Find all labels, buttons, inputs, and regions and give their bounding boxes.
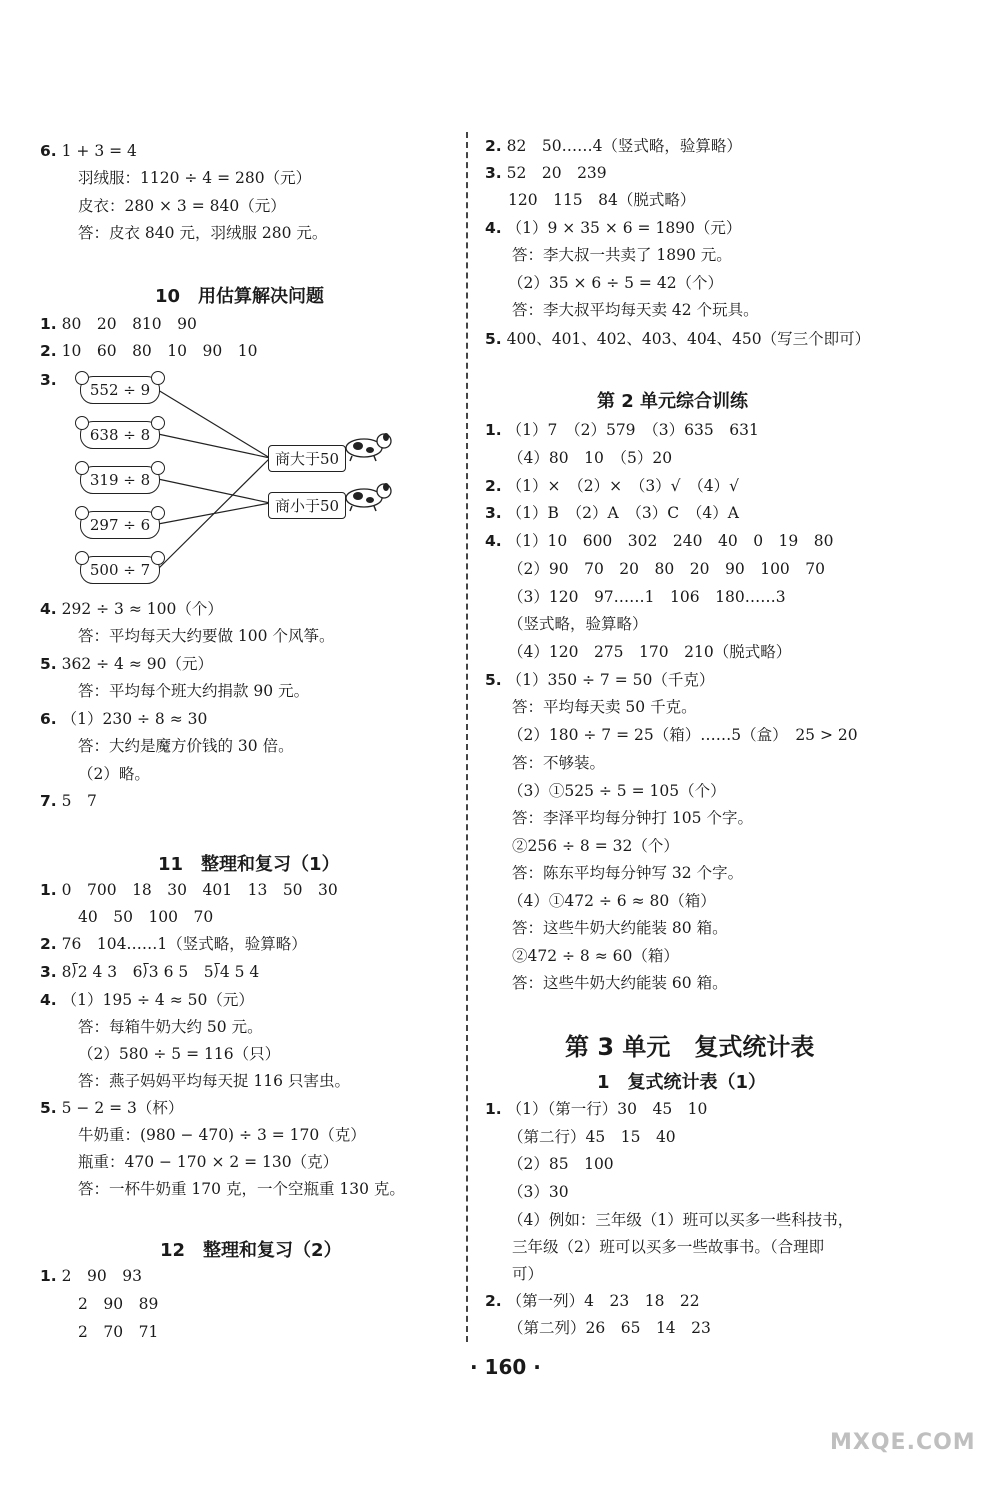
u3-q1-line3: （2）85 100 (508, 1155, 614, 1173)
u2-q5-line10: 答：这些牛奶大约能装 80 箱。 (512, 919, 728, 937)
u2-q1-line2: （4）80 10 （5）20 (508, 449, 673, 467)
u3-q2-line1: 2. （第一列）4 23 18 22 (485, 1292, 700, 1310)
u2-q5-line7: ②256 ÷ 8 = 32（个） (512, 837, 679, 855)
q6-line1: 6. 1 + 3 = 4 (40, 142, 137, 160)
r-q2: 2. 82 50……4（竖式略，验算略） (485, 137, 742, 155)
u2-q4-line3: （3）120 97……1 106 180……3 (508, 588, 786, 606)
section-12-title: 12 整理和复习（2） (160, 1240, 342, 1261)
s10-q4-line1: 4. 292 ÷ 3 ≈ 100（个） (40, 600, 223, 618)
u2-q4-line2: （2）90 70 20 80 20 90 100 70 (508, 560, 826, 578)
u2-q4-line1: 4. （1）10 600 302 240 40 0 19 80 (485, 532, 834, 550)
u2-q5-line2: 答：平均每天卖 50 千克。 (512, 698, 697, 716)
watermark: MXQE.COM (830, 1430, 976, 1455)
box-quotient-less: 商小于50 (268, 492, 346, 519)
s11-q5-line4: 答：一杯牛奶重 170 克，一个空瓶重 130 克。 (78, 1180, 405, 1198)
u2-q2: 2. （1）× （2）× （3）√ （4）√ (485, 477, 740, 495)
u3-q1-line2: （第二行）45 15 40 (508, 1128, 676, 1146)
section-10-title: 10 用估算解决问题 (155, 286, 325, 307)
u3-q1-line6: 三年级（2）班可以买多一些故事书。（合理即 (512, 1238, 825, 1256)
s12-q1-line1: 1. 2 90 93 (40, 1267, 142, 1285)
section-11-title: 11 整理和复习（1） (158, 854, 340, 875)
s10-q2: 2. 10 60 80 10 90 10 (40, 342, 258, 360)
u2-q3: 3. （1）B （2）A （3）C （4）A (485, 504, 739, 522)
s11-q2: 2. 76 104……1（竖式略，验算略） (40, 935, 307, 953)
u2-q5-line12: 答：这些牛奶大约能装 60 箱。 (512, 974, 728, 992)
s11-q1-line1: 1. 0 700 18 30 401 13 50 30 (40, 881, 338, 899)
u3-q1-line5: （4）例如：三年级（1）班可以买多一些科技书， (508, 1211, 854, 1229)
s10-q7: 7. 5 7 (40, 792, 97, 810)
u2-q4-line5: （4）120 275 170 210（脱式略） (508, 643, 792, 661)
q6-line2: 羽绒服：1120 ÷ 4 = 280（元） (78, 169, 312, 187)
r-q4-line1: 4. （1）9 × 35 × 6 = 1890（元） (485, 219, 742, 237)
s10-q3-number: 3. (40, 371, 57, 389)
page-number: · 160 · (470, 1355, 541, 1379)
r-q4-line4: 答：李大叔平均每天卖 42 个玩具。 (512, 301, 759, 319)
s11-q4-line4: 答：燕子妈妈平均每天捉 116 只害虫。 (78, 1072, 350, 1090)
matching-lines (0, 0, 470, 600)
r-q3-line1: 3. 52 20 239 (485, 164, 607, 182)
s11-q5-line1: 5. 5 − 2 = 3（杯） (40, 1099, 184, 1117)
q6-line4: 答：皮衣 840 元，羽绒服 280 元。 (78, 224, 328, 242)
u2-q5-line9: （4）①472 ÷ 6 ≈ 80（箱） (508, 892, 716, 910)
s11-q4-line3: （2）580 ÷ 5 = 116（只） (78, 1045, 281, 1063)
s11-q5-line3: 瓶重：470 − 170 × 2 = 130（克） (78, 1153, 339, 1171)
bone-card-1: 552 ÷ 9 (80, 376, 160, 404)
u2-q5-line4: 答：不够装。 (512, 754, 606, 772)
unit-3-title: 第 3 单元 复式统计表 (565, 1033, 815, 1061)
s10-q6-line1: 6. （1）230 ÷ 8 ≈ 30 (40, 710, 208, 728)
column-divider (466, 132, 468, 1342)
u3-q2-line2: （第二列）26 65 14 23 (508, 1319, 711, 1337)
bone-card-3: 319 ÷ 8 (80, 466, 160, 494)
bone-card-2: 638 ÷ 8 (80, 421, 160, 449)
u3-q1-line7: 可） (512, 1265, 544, 1283)
u2-q5-line6: 答：李泽平均每分钟打 105 个字。 (512, 809, 753, 827)
dog-icon (340, 428, 394, 462)
unit-2-review-title: 第 2 单元综合训练 (597, 391, 749, 412)
s10-q6-line3: （2）略。 (78, 765, 150, 783)
s11-q5-line2: 牛奶重：(980 − 470) ÷ 3 = 170（克） (78, 1126, 366, 1144)
s10-q5-line2: 答：平均每个班大约捐款 90 元。 (78, 682, 310, 700)
bone-card-5: 500 ÷ 7 (80, 556, 160, 584)
u2-q1-line1: 1. （1）7 （2）579 （3）635 631 (485, 421, 759, 439)
r-q5: 5. 400、401、402、403、404、450（写三个即可） (485, 330, 871, 348)
s11-q1-line2: 40 50 100 70 (78, 908, 214, 926)
r-q3-line2: 120 115 84（脱式略） (508, 191, 696, 209)
s10-q1: 1. 80 20 810 90 (40, 315, 197, 333)
dog-icon (340, 478, 394, 512)
u2-q5-line3: （2）180 ÷ 7 = 25（箱）……5（盒） 25 > 20 (508, 726, 858, 744)
box-quotient-greater: 商大于50 (268, 445, 346, 472)
s11-q4-line1: 4. （1）195 ÷ 4 ≈ 50（元） (40, 991, 254, 1009)
s12-q1-line3: 2 70 71 (78, 1323, 159, 1341)
u2-q4-line4: （竖式略，验算略） (508, 615, 648, 633)
bone-card-4: 297 ÷ 6 (80, 511, 160, 539)
s12-q1-line2: 2 90 89 (78, 1295, 159, 1313)
u3-q1-line4: （3）30 (508, 1183, 569, 1201)
s11-q4-line2: 答：每箱牛奶大约 50 元。 (78, 1018, 263, 1036)
s11-q3: 3. 8⟌2 4 3 6⟌3 6 5 5⟌4 5 4 (40, 963, 260, 981)
r-q4-line3: （2）35 × 6 ÷ 5 = 42（个） (508, 274, 724, 292)
u2-q5-line5: （3）①525 ÷ 5 = 105（个） (508, 782, 726, 800)
u2-q5-line8: 答：陈东平均每分钟写 32 个字。 (512, 864, 744, 882)
r-q4-line2: 答：李大叔一共卖了 1890 元。 (512, 246, 732, 264)
s10-q5-line1: 5. 362 ÷ 4 ≈ 90（元） (40, 655, 213, 673)
u2-q5-line1: 5. （1）350 ÷ 7 = 50（千克） (485, 671, 715, 689)
u3-q1-line1: 1. （1）（第一行）30 45 10 (485, 1100, 708, 1118)
u2-q5-line11: ②472 ÷ 8 ≈ 60（箱） (512, 947, 679, 965)
s10-q6-line2: 答：大约是魔方价钱的 30 倍。 (78, 737, 294, 755)
s10-q4-line2: 答：平均每天大约要做 100 个风筝。 (78, 627, 335, 645)
q6-line3: 皮衣：280 × 3 = 840（元） (78, 197, 286, 215)
unit-3-section-1-title: 1 复式统计表（1） (597, 1072, 767, 1093)
